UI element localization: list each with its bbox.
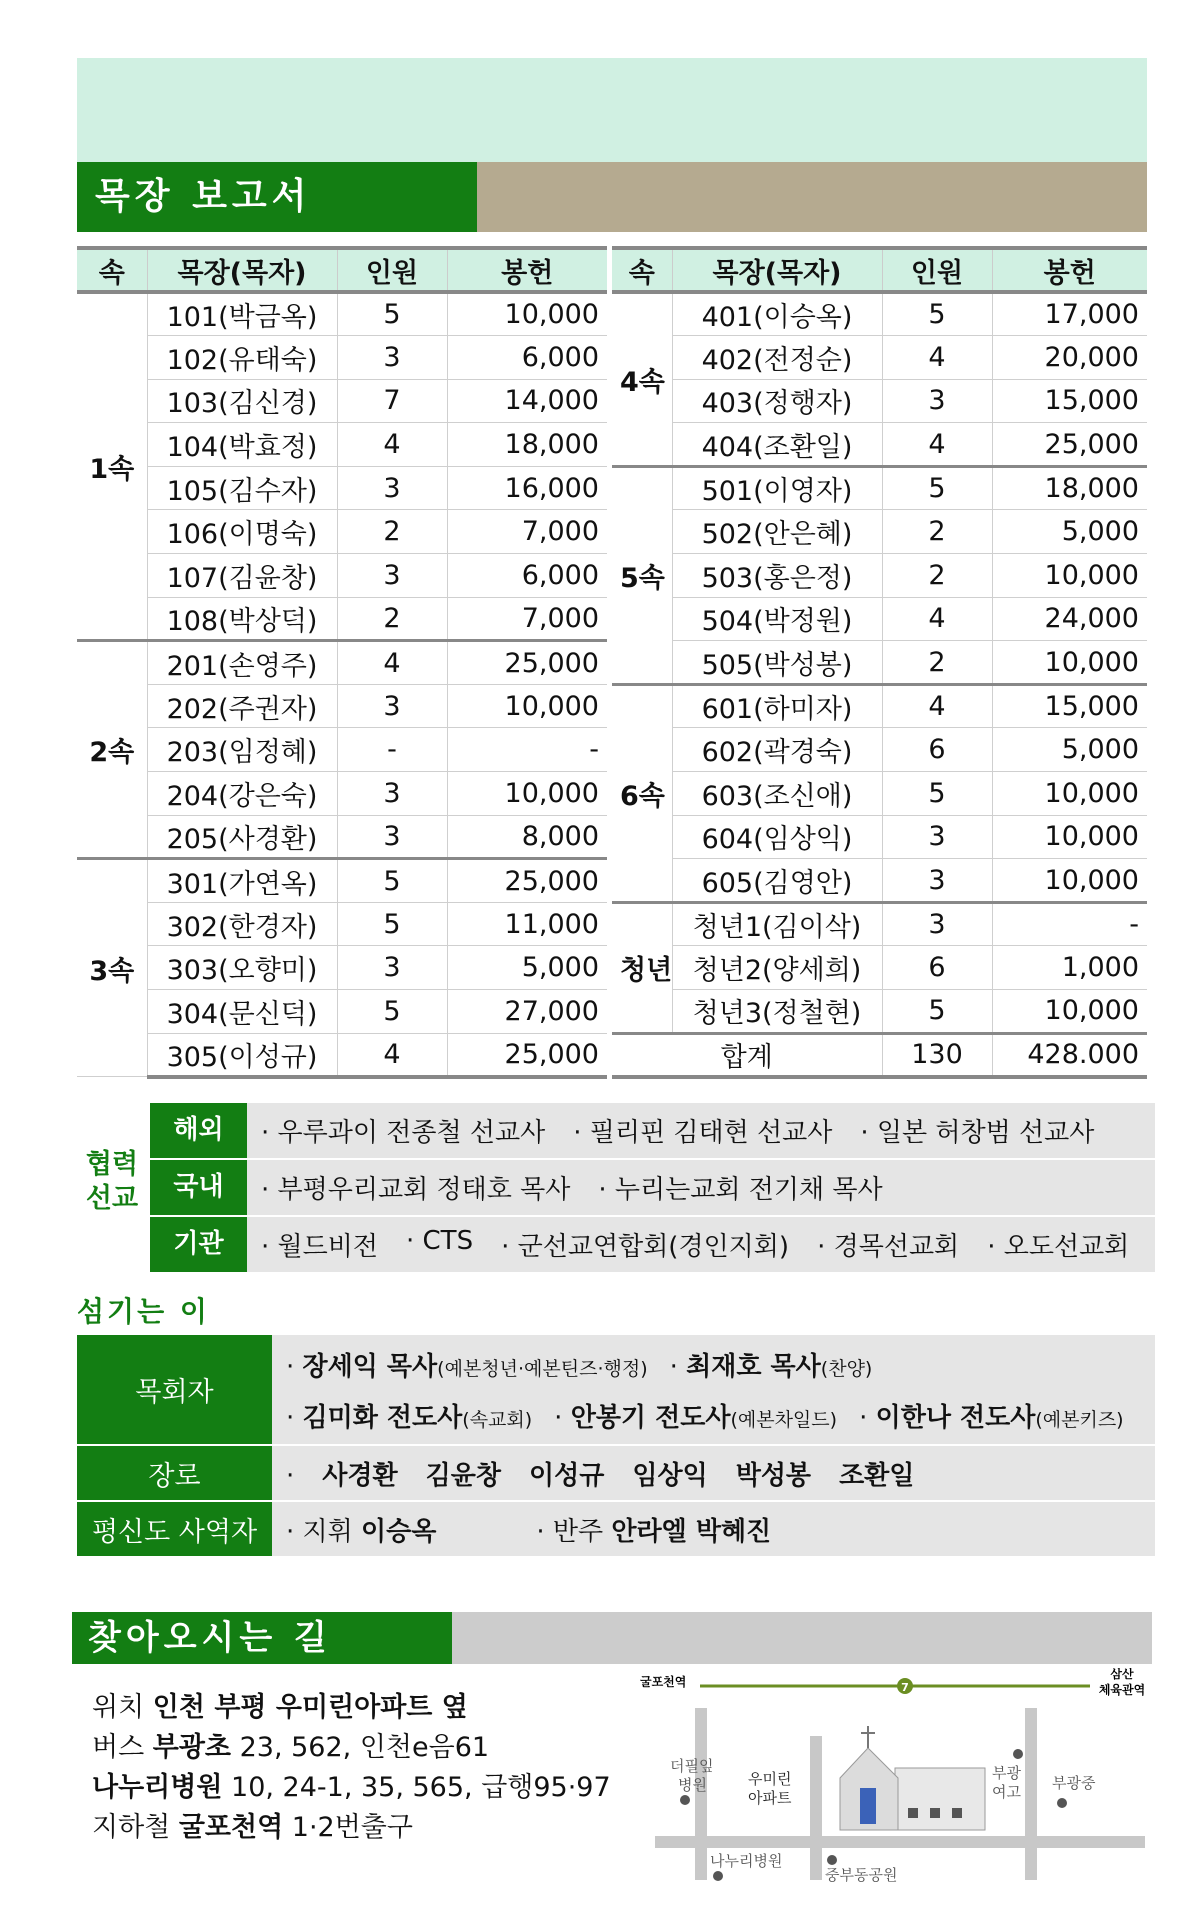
house-name: 203(임정혜) <box>147 728 337 772</box>
elder-name: 조환일 <box>839 1460 915 1491</box>
table-row <box>612 510 1147 554</box>
house-name: 201(손영주) <box>147 641 337 685</box>
offering: 10,000 <box>447 684 607 728</box>
house-name: 202(주권자) <box>147 684 337 728</box>
group-label: 6속 <box>612 684 672 902</box>
house-name: 503(홍은정) <box>672 554 882 598</box>
total-amount: 428.000 <box>992 1033 1147 1077</box>
column-header: 인원 <box>337 248 447 292</box>
lay-role: 반주 <box>552 1516 604 1547</box>
house-name: 101(박금옥) <box>147 292 337 336</box>
house-name: 605(김영안) <box>672 859 882 903</box>
attendance: 3 <box>882 902 992 946</box>
table-row <box>612 815 1147 859</box>
table-row <box>77 1033 607 1077</box>
attendance: 7 <box>337 379 447 423</box>
directions-text <box>92 1688 611 1848</box>
house-name: 302(한경자) <box>147 902 337 946</box>
pastor-name: 김미화 전도사 <box>302 1402 463 1433</box>
offering: 1,000 <box>992 946 1147 990</box>
house-name: 청년1(김이삭) <box>672 902 882 946</box>
house-name: 105(김수자) <box>147 466 337 510</box>
pastor-entry <box>859 1397 1124 1434</box>
house-name: 204(강은숙) <box>147 772 337 816</box>
house-name: 402(전정순) <box>672 336 882 380</box>
table-row <box>77 990 607 1034</box>
offering: 18,000 <box>992 466 1147 510</box>
table-row <box>612 772 1147 816</box>
lay-row <box>77 1502 1155 1556</box>
column-header: 봉헌 <box>447 248 607 292</box>
pastor-entry <box>554 1397 837 1434</box>
attendance: 5 <box>882 292 992 336</box>
report-title-bar <box>77 162 1147 232</box>
table-row <box>612 423 1147 467</box>
marker-icon <box>827 1855 837 1865</box>
offering: 20,000 <box>992 336 1147 380</box>
lay-tag: 평신도 사역자 <box>77 1502 272 1556</box>
attendance: 6 <box>882 728 992 772</box>
attendance: - <box>337 728 447 772</box>
house-name: 305(이성규) <box>147 1033 337 1077</box>
table-row <box>77 379 607 423</box>
table-row <box>77 902 607 946</box>
offering: 5,000 <box>992 728 1147 772</box>
table-header <box>612 248 1147 292</box>
line-number: 7 <box>901 1681 909 1694</box>
offering: 10,000 <box>992 990 1147 1034</box>
offering: - <box>992 902 1147 946</box>
pastor-name: 최재호 목사 <box>686 1351 821 1382</box>
partner-item: · 누리는교회 전기채 목사 <box>598 1169 882 1206</box>
pastor-entry <box>286 1346 648 1383</box>
pastor-entry <box>286 1397 532 1434</box>
partner-tag: 국내 <box>150 1160 247 1215</box>
road <box>695 1708 707 1880</box>
attendance: 5 <box>882 772 992 816</box>
partner-items <box>247 1226 1129 1263</box>
header-band <box>77 58 1147 162</box>
table-row <box>77 772 607 816</box>
church-icon <box>840 1726 985 1830</box>
lay-name: 이승옥 <box>361 1516 437 1547</box>
table-row <box>77 597 607 641</box>
table-row <box>77 510 607 554</box>
table-row <box>77 466 607 510</box>
lay-entry <box>536 1511 771 1548</box>
column-header: 목장(목자) <box>147 248 337 292</box>
partner-items <box>247 1112 1094 1149</box>
table-row <box>612 336 1147 380</box>
table-row <box>77 684 607 728</box>
offering: 24,000 <box>992 597 1147 641</box>
attendance: 2 <box>882 510 992 554</box>
house-name: 106(이명숙) <box>147 510 337 554</box>
table-row <box>612 946 1147 990</box>
offering: 25,000 <box>992 423 1147 467</box>
attendance: 4 <box>882 336 992 380</box>
attendance: 5 <box>337 902 447 946</box>
table-row <box>77 815 607 859</box>
map-label-apartment: 우미린 <box>748 1770 792 1788</box>
directions-title-bar <box>72 1612 1152 1664</box>
table-row <box>77 423 607 467</box>
partner-row <box>150 1160 1155 1215</box>
house-name: 404(조환일) <box>672 423 882 467</box>
pastor-role: (속교회) <box>462 1408 533 1431</box>
partner-item: · 일본 허창범 선교사 <box>860 1112 1094 1149</box>
table-row <box>612 597 1147 641</box>
column-header: 봉헌 <box>992 248 1147 292</box>
marker-icon <box>680 1795 690 1805</box>
elder-name: 임상익 <box>632 1460 708 1491</box>
elder-name: 김윤창 <box>425 1460 501 1491</box>
partner-item: · CTS <box>406 1226 473 1263</box>
bus-line: 버스 부광초 23, 562, 인천e음61 <box>92 1732 490 1763</box>
group-label: 1속 <box>77 292 147 641</box>
offering: 10,000 <box>992 772 1147 816</box>
attendance: 3 <box>882 859 992 903</box>
table-row <box>612 990 1147 1034</box>
offering: - <box>447 728 607 772</box>
table-row <box>77 946 607 990</box>
attendance: 4 <box>882 597 992 641</box>
offering: 16,000 <box>447 466 607 510</box>
attendance: 4 <box>882 423 992 467</box>
location-map <box>640 1668 1150 1883</box>
offering: 6,000 <box>447 554 607 598</box>
column-header: 목장(목자) <box>672 248 882 292</box>
lay-line <box>286 1511 771 1548</box>
marker-icon <box>713 1871 723 1881</box>
offering: 7,000 <box>447 597 607 641</box>
house-name: 104(박효정) <box>147 423 337 467</box>
pastors-line <box>286 1346 1124 1383</box>
bullet: · <box>286 1460 295 1491</box>
partner-row <box>150 1103 1155 1158</box>
pastors-tag: 목회자 <box>77 1335 272 1444</box>
column-header: 속 <box>612 248 672 292</box>
elder-name: 박성봉 <box>735 1460 812 1491</box>
attendance: 2 <box>337 510 447 554</box>
total-count: 130 <box>882 1033 992 1077</box>
attendance: 3 <box>337 815 447 859</box>
map-label-hospital-1: 더필잎 <box>670 1757 714 1775</box>
map-label-school-2: 부광중 <box>1052 1774 1096 1792</box>
total-row <box>612 1033 1147 1077</box>
group-label: 2속 <box>77 641 147 859</box>
road <box>810 1736 822 1880</box>
partner-item: · 경목선교회 <box>817 1226 959 1263</box>
report-table-right <box>612 246 1147 1079</box>
table-row <box>612 859 1147 903</box>
partner-row <box>150 1217 1155 1272</box>
subway-line: 지하철 굴포천역 1·2번출구 <box>92 1812 413 1843</box>
group-label: 3속 <box>77 859 147 1077</box>
partner-item: · 우루과이 전종철 선교사 <box>261 1112 545 1149</box>
offering: 25,000 <box>447 641 607 685</box>
table-row <box>77 292 607 336</box>
elder-name: 이성규 <box>528 1460 605 1491</box>
pastor-name: 안봉기 전도사 <box>570 1402 731 1433</box>
offering: 10,000 <box>447 772 607 816</box>
offering: 10,000 <box>992 859 1147 903</box>
offering: 10,000 <box>992 554 1147 598</box>
offering: 18,000 <box>447 423 607 467</box>
location-line: 위치 인천 부평 우미린아파트 옆 <box>92 1692 468 1723</box>
map-label-park: 중부동공원 <box>825 1866 898 1883</box>
column-header: 인원 <box>882 248 992 292</box>
attendance: 3 <box>882 379 992 423</box>
attendance: 3 <box>882 815 992 859</box>
attendance: 3 <box>337 336 447 380</box>
map-label-hospital-2: 나누리병원 <box>710 1852 783 1870</box>
pastors-row <box>77 1335 1155 1444</box>
offering: 11,000 <box>447 902 607 946</box>
lay-name: 안라엘 박혜진 <box>611 1516 772 1547</box>
partner-tag: 기관 <box>150 1217 247 1272</box>
table-row <box>77 859 607 903</box>
attendance: 5 <box>337 859 447 903</box>
table-row <box>612 728 1147 772</box>
attendance: 3 <box>337 772 447 816</box>
attendance: 4 <box>882 684 992 728</box>
offering: 15,000 <box>992 379 1147 423</box>
lay-entry <box>286 1511 436 1548</box>
house-name: 청년2(양세희) <box>672 946 882 990</box>
house-name: 501(이영자) <box>672 466 882 510</box>
house-name: 303(오향미) <box>147 946 337 990</box>
table-row <box>77 641 607 685</box>
station-right-2: 체육관역 <box>1098 1683 1146 1697</box>
house-name: 102(유태숙) <box>147 336 337 380</box>
house-name: 108(박상덕) <box>147 597 337 641</box>
house-name: 602(곽경숙) <box>672 728 882 772</box>
map-label-hospital-1: 병원 <box>678 1776 707 1794</box>
pastor-role: (예본청년·예본틴즈·행정) <box>437 1357 648 1380</box>
offering: 25,000 <box>447 859 607 903</box>
table-row <box>77 728 607 772</box>
house-name: 103(김신경) <box>147 379 337 423</box>
pastor-name: 장세익 목사 <box>302 1351 438 1382</box>
marker-icon <box>1057 1798 1067 1808</box>
house-name: 604(임상익) <box>672 815 882 859</box>
house-name: 403(정행자) <box>672 379 882 423</box>
house-name: 301(가연옥) <box>147 859 337 903</box>
partner-item: · 월드비전 <box>261 1226 378 1263</box>
house-name: 504(박정원) <box>672 597 882 641</box>
offering: 5,000 <box>992 510 1147 554</box>
partner-tag: 해외 <box>150 1103 247 1158</box>
report-title: 목장 보고서 <box>77 162 477 232</box>
offering: 10,000 <box>992 641 1147 685</box>
partner-item: · 필리핀 김태현 선교사 <box>573 1112 832 1149</box>
pastor-role: (예본차일드) <box>730 1408 838 1431</box>
table-row <box>77 336 607 380</box>
house-name: 401(이승옥) <box>672 292 882 336</box>
house-name: 304(문신덕) <box>147 990 337 1034</box>
house-name: 청년3(정철현) <box>672 990 882 1034</box>
table-row <box>612 554 1147 598</box>
road <box>1025 1708 1037 1880</box>
marker-icon <box>1013 1749 1023 1759</box>
station-right-1: 삼산 <box>1110 1668 1134 1681</box>
partner-item: · 오도선교회 <box>987 1226 1129 1263</box>
table-row <box>612 466 1147 510</box>
attendance: 2 <box>882 554 992 598</box>
attendance: 3 <box>337 684 447 728</box>
table-row <box>612 641 1147 685</box>
column-header: 속 <box>77 248 147 292</box>
table-row <box>612 292 1147 336</box>
elders-tag: 장로 <box>77 1446 272 1500</box>
servants-title: 섬기는 이 <box>77 1295 210 1328</box>
bus-line-2: 나누리병원 10, 24-1, 35, 565, 급행95·97 <box>92 1772 611 1803</box>
pastors-line <box>286 1397 1124 1434</box>
station-left: 굴포천역 <box>640 1675 687 1689</box>
pastor-entry <box>670 1346 873 1383</box>
house-name: 505(박성봉) <box>672 641 882 685</box>
offering: 17,000 <box>992 292 1147 336</box>
pastor-name: 이한나 전도사 <box>875 1402 1036 1433</box>
house-name: 601(하미자) <box>672 684 882 728</box>
pastor-role: (예본키즈) <box>1035 1408 1124 1431</box>
table-header <box>77 248 607 292</box>
map-label-school-1: 부광 <box>992 1764 1021 1782</box>
house-name: 502(안은혜) <box>672 510 882 554</box>
attendance: 5 <box>882 466 992 510</box>
attendance: 2 <box>337 597 447 641</box>
lay-role: 지휘 <box>302 1516 353 1547</box>
house-name: 205(사경환) <box>147 815 337 859</box>
offering: 10,000 <box>447 292 607 336</box>
group-label: 청년 <box>612 902 672 1033</box>
group-label: 5속 <box>612 466 672 684</box>
attendance: 4 <box>337 1033 447 1077</box>
elder-name: 사경환 <box>322 1460 398 1491</box>
offering: 8,000 <box>447 815 607 859</box>
offering: 5,000 <box>447 946 607 990</box>
offering: 7,000 <box>447 510 607 554</box>
total-label: 합계 <box>612 1033 882 1077</box>
table-row <box>612 902 1147 946</box>
elders-row <box>77 1446 1155 1500</box>
table-row <box>612 379 1147 423</box>
elders-line <box>286 1455 914 1492</box>
road <box>655 1836 1145 1848</box>
offering: 14,000 <box>447 379 607 423</box>
attendance: 6 <box>882 946 992 990</box>
map-label-school-1: 여고 <box>992 1783 1021 1801</box>
offering: 27,000 <box>447 990 607 1034</box>
report-table-left <box>77 246 607 1079</box>
offering: 6,000 <box>447 336 607 380</box>
group-label: 4속 <box>612 292 672 466</box>
attendance: 4 <box>337 641 447 685</box>
attendance: 5 <box>337 990 447 1034</box>
attendance: 4 <box>337 423 447 467</box>
partner-label: 협력 선교 <box>85 1149 139 1214</box>
table-row <box>612 684 1147 728</box>
table-row <box>77 554 607 598</box>
attendance: 3 <box>337 466 447 510</box>
attendance: 5 <box>882 990 992 1034</box>
offering: 25,000 <box>447 1033 607 1077</box>
partner-item: · 군선교연합회(경인지회) <box>501 1226 789 1263</box>
attendance: 2 <box>882 641 992 685</box>
partner-item: · 부평우리교회 정태호 목사 <box>261 1169 570 1206</box>
map-label-apartment: 아파트 <box>748 1789 792 1807</box>
house-name: 107(김윤창) <box>147 554 337 598</box>
house-name: 603(조신애) <box>672 772 882 816</box>
attendance: 3 <box>337 946 447 990</box>
offering: 15,000 <box>992 684 1147 728</box>
partner-items <box>247 1169 883 1206</box>
pastor-role: (찬양) <box>820 1357 873 1380</box>
offering: 10,000 <box>992 815 1147 859</box>
attendance: 5 <box>337 292 447 336</box>
directions-title: 찾아오시는 길 <box>72 1612 452 1664</box>
attendance: 3 <box>337 554 447 598</box>
